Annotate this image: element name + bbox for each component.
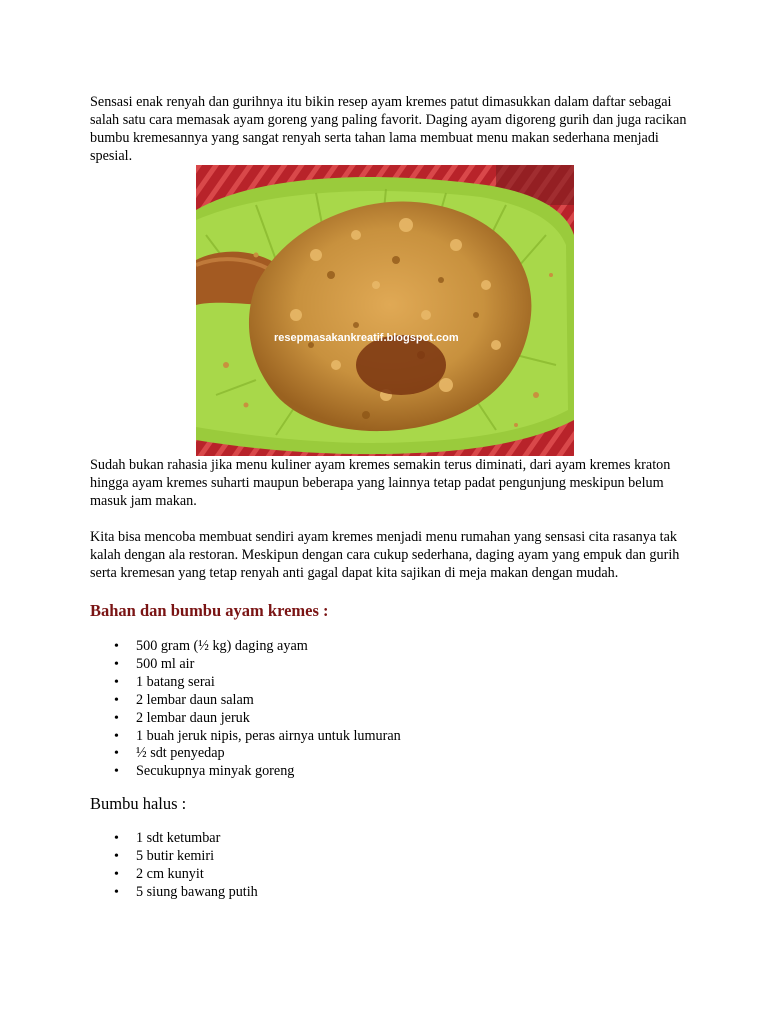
bumbu-halus-heading: Bumbu halus :	[90, 794, 187, 814]
list-item: • 1 sdt ketumbar	[90, 830, 690, 848]
bahan-list	[90, 638, 690, 781]
list-item: • ½ sdt penyedap	[90, 745, 690, 763]
ayam-kremes-photo	[196, 165, 574, 456]
intro-paragraph: Sensasi enak renyah dan gurihnya itu bikin resep ayam kremes patut dimasukkan dalam daftar sebagai salah satu cara memasak ayam goreng yang paling favorit. Daging ayam digoreng gurih dan juga racikan bumbu kremesannya yang sangat renyah serta tahan lama membuat menu makan sederhana menjadi spesial.	[90, 94, 687, 164]
list-item: • 1 buah jeruk nipis, peras airnya untuk lumuran	[90, 728, 690, 746]
paragraph-3: Kita bisa mencoba membuat sendiri ayam kremes menjadi menu rumahan yang sensasi cita rasanya tak kalah dengan ala restoran. Meskipun dengan cara cukup sederhana, daging ayam yang empuk dan gurih serta kremesan yang tetap renyah anti gagal dapat kita sajikan di meja makan dengan mudah.	[90, 529, 680, 581]
list-item: • 2 cm kunyit	[90, 866, 690, 884]
list-item: • 2 lembar daun salam	[90, 692, 690, 710]
photo-watermark: resepmasakankreatif.blogspot.com	[274, 332, 459, 344]
list-item: • 1 batang serai	[90, 674, 690, 692]
bahan-heading: Bahan dan bumbu ayam kremes :	[90, 601, 329, 620]
list-item: • 500 ml air	[90, 656, 690, 674]
list-item: • 5 siung bawang putih	[90, 884, 690, 902]
paragraph-2: Sudah bukan rahasia jika menu kuliner ayam kremes semakin terus diminati, dari ayam kremes kraton hingga ayam kremes suharti maupun beberapa yang lainnya tetap padat pengunjung meskipun belum masuk jam makan.	[90, 457, 671, 509]
list-item: • Secukupnya minyak goreng	[90, 763, 690, 781]
list-item: • 5 butir kemiri	[90, 848, 690, 866]
document-page	[90, 93, 690, 902]
list-item: • 2 lembar daun jeruk	[90, 710, 690, 728]
bumbu-halus-list	[90, 830, 690, 902]
list-item: • 500 gram (½ kg) daging ayam	[90, 638, 690, 656]
